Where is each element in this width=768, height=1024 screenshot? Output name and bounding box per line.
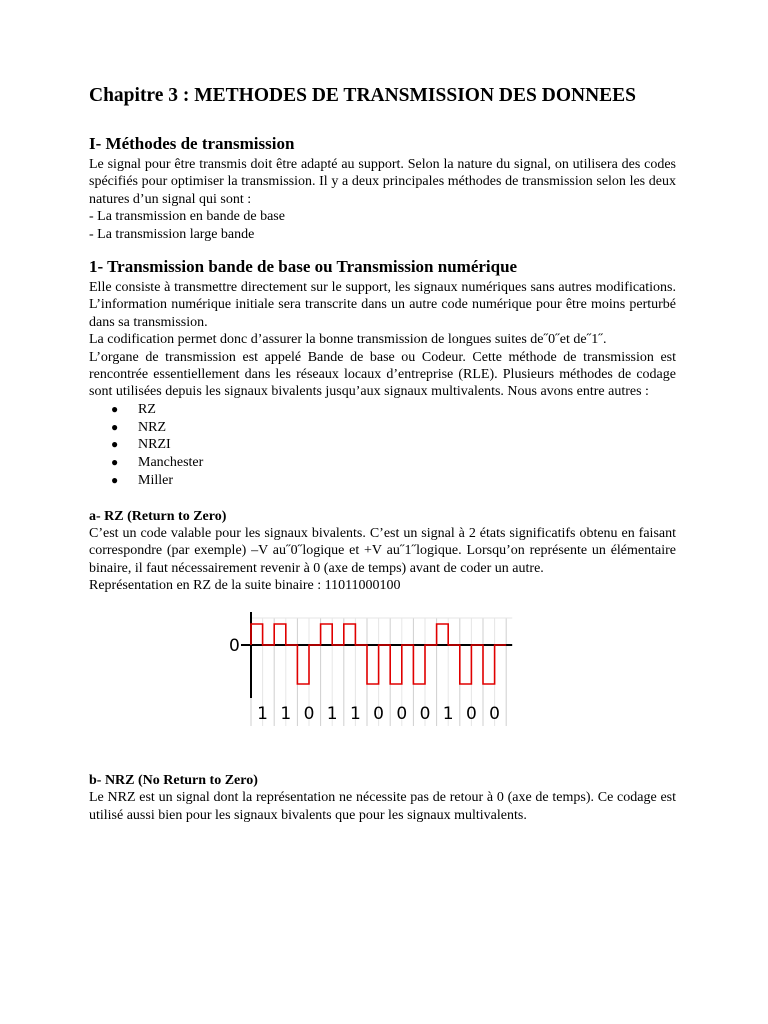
nrz-paragraph: Le NRZ est un signal dont la représentation ne nécessite pas de retour à 0 (axe de temps). Ce codage est utilisé aussi bien pour les signaux bivalents que pour les signaux multivalents.: [89, 790, 676, 823]
rz-caption: Représentation en RZ de la suite binaire : 11011000100: [89, 578, 401, 594]
section-1-paragraph: Le signal pour être transmis doit être adapté au support. Selon la nature du signal, on utilisera des codes spécifiés pour optimiser la transmission. Il y a deux principales méthodes de transmission selon les deux natures d’un signal qui sont :: [89, 157, 676, 207]
bullet-icon: ●: [111, 401, 119, 416]
list-item: ● RZ: [111, 401, 156, 417]
rz-signal-figure: [227, 598, 527, 738]
list-item: ● Miller: [111, 473, 173, 489]
list-item: ● NRZ: [111, 419, 166, 435]
bit-label: 1: [442, 704, 454, 725]
section-2-paragraph: L’organe de transmission est appelé Bande de base ou Codeur. Cette méthode de transmission est rencontrée essentiellement dans les réseaux locaux d’entreprise (RLE). Plusieurs méthodes de codage sont utilisées depuis les signaux bivalents jusqu’aux signaux multivalents. Nous avons entre autres :: [89, 349, 676, 400]
bit-label: 0: [303, 704, 315, 725]
bullet-icon: ●: [111, 473, 119, 488]
bit-label: 0: [373, 704, 385, 725]
section-2-heading: 1- Transmission bande de base ou Transmission numérique: [89, 257, 518, 277]
bullet-icon: ●: [111, 419, 119, 434]
section-2-paragraph: Elle consiste à transmettre directement sur le support, les signaux numériques sans autres modifications. L’information numérique initiale sera transcrite dans un autre code numérique pour être moins perturbé dans sa transmission.: [89, 280, 676, 330]
section-2-paragraph: La codification permet donc d’assurer la bonne transmission de longues suites de˝0˝et de˝1˝.: [89, 332, 607, 348]
section-1-item: - La transmission en bande de base: [89, 209, 285, 225]
bit-label: 0: [489, 704, 501, 725]
nrz-heading: b- NRZ (No Return to Zero): [89, 773, 258, 789]
bit-label: 0: [465, 704, 477, 725]
list-item: ● NRZI: [111, 437, 171, 453]
chapter-title: Chapitre 3 : METHODES DE TRANSMISSION DES DONNEES: [89, 85, 637, 106]
bit-label: 1: [257, 704, 269, 725]
bit-label: 1: [280, 704, 292, 725]
rz-heading: a- RZ (Return to Zero): [89, 508, 227, 524]
axis-zero-label: 0: [229, 636, 240, 657]
methods-list: [89, 401, 676, 490]
section-1-item: - La transmission large bande: [89, 226, 255, 242]
list-item: ● Manchester: [111, 455, 204, 471]
bullet-icon: ●: [111, 455, 119, 470]
rz-paragraph: C’est un code valable pour les signaux bivalents. C’est un signal à 2 états significatifs obtenu en faisant correspondre (par exemple) –V au˝0˝logique et +V au˝1˝logique. Lorsqu’on représente un élémentaire binaire, il faut nécessairement revenir à 0 (axe de temps) avant de coder un autre.: [89, 525, 676, 576]
bit-label: 0: [396, 704, 408, 725]
document-content: [89, 84, 676, 824]
bit-label: 0: [419, 704, 431, 725]
bullet-icon: ●: [111, 437, 119, 452]
section-1-heading: I- Méthodes de transmission: [89, 134, 295, 153]
rz-signal-chart: [227, 598, 527, 738]
bit-label: 1: [326, 704, 338, 725]
bit-label: 1: [349, 704, 361, 725]
